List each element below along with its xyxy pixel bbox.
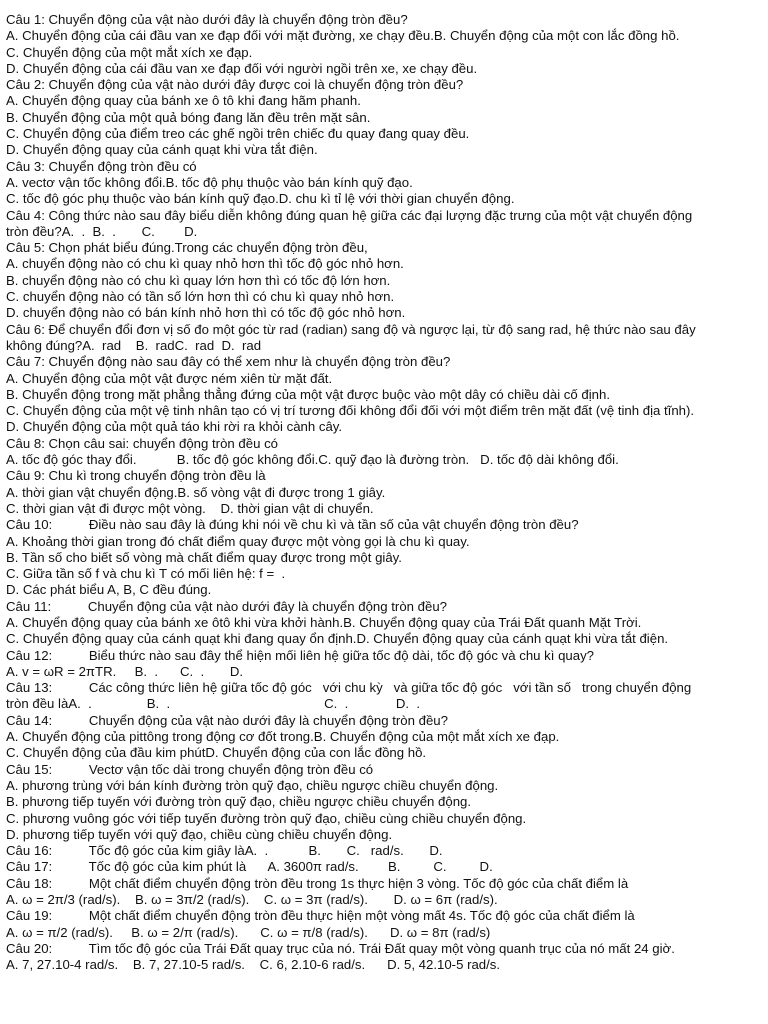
text-line: C. Giữa tần số f và chu kì T có mối liên hệ: f = . (6, 566, 286, 582)
text-line: A. Khoảng thời gian trong đó chất điểm quay được một vòng gọi là chu kì quay. (6, 533, 470, 549)
text-line: Câu 10: Điều nào sau đây là đúng khi nói về chu kì và tần số của vật chuyển động tròn đều? (6, 517, 579, 533)
text-line: B. Chuyển động trong mặt phẳng thẳng đứng của một vật được buộc vào một dây có chiều dài cố định. (6, 386, 610, 402)
text-line: B. Tần số cho biết số vòng mà chất điểm quay được trong một giây. (6, 549, 402, 565)
text-line: A. thời gian vật chuyển động.B. số vòng vật đi được trong 1 giây. (6, 484, 386, 500)
text-line: C. thời gian vật đi được một vòng. D. thời gian vật di chuyển. (6, 500, 374, 516)
text-line: tròn đều?A. . B. . C. D. (6, 223, 198, 239)
text-line: C. tốc độ góc phụ thuộc vào bán kính quỹ đạo.D. chu kì tỉ lệ với thời gian chuyển động. (6, 191, 515, 207)
text-line: A. Chuyển động quay của bánh xe ô tô khi đang hãm phanh. (6, 93, 361, 109)
text-line: A. Chuyển động của pittông trong động cơ đốt trong.B. Chuyển động của một mắt xích xe đạp. (6, 729, 560, 745)
text-line: Câu 7: Chuyển động nào sau đây có thể xem như là chuyển động tròn đều? (6, 354, 451, 370)
text-line: Câu 12: Biểu thức nào sau đây thể hiện mối liên hệ giữa tốc độ dài, tốc độ góc và chu kì quay? (6, 647, 595, 663)
text-line: D. chuyển động nào có bán kính nhỏ hơn thì có tốc độ góc nhỏ hơn. (6, 305, 406, 321)
text-line: A. Chuyển động của cái đầu van xe đạp đối với mặt đường, xe chạy đều.B. Chuyển động của một con lắc đồng hồ. (6, 28, 680, 44)
text-line: Câu 19: Một chất điểm chuyển động tròn đều thực hiện một vòng mất 4s. Tốc độ góc của chất điểm là (6, 908, 635, 924)
text-line: Câu 1: Chuyển động của vật nào dưới đây là chuyển động tròn đều? (6, 12, 408, 27)
text-line: Câu 3: Chuyển động tròn đều có (6, 158, 197, 174)
text-line: D. Chuyển động của cái đầu van xe đạp đối với người ngồi trên xe, xe chạy đều. (6, 60, 478, 76)
text-line: C. Chuyển động của điểm treo các ghế ngồi trên chiếc đu quay đang quay đều. (6, 126, 470, 142)
text-line: tròn đều làA. . B. . C. . D. . (6, 696, 421, 712)
text-line: B. chuyển động nào có chu kì quay lớn hơn thì có tốc độ lớn hơn. (6, 272, 391, 288)
text-line: Câu 4: Công thức nào sau đây biểu diễn không đúng quan hệ giữa các đại lượng đặc trưng của một vật chuyển động (6, 207, 693, 223)
text-line: A. Chuyển động của một vật được ném xiên từ mặt đất. (6, 370, 333, 386)
text-line: Câu 9: Chu kì trong chuyển động tròn đều là (6, 468, 266, 484)
text-line: không đúng?A. rad B. radC. rad D. rad (6, 337, 262, 353)
text-line: Câu 11: Chuyển động của vật nào dưới đây là chuyển động tròn đều? (6, 598, 447, 614)
text-line: D. Chuyển động của một quả táo khi rời ra khỏi cành cây. (6, 419, 343, 435)
text-line: A. 7, 27.10-4 rad/s. B. 7, 27.10-5 rad/s. C. 6, 2.10-6 rad/s. D. 5, 42.10-5 rad/s. (6, 957, 501, 973)
text-line: B. phương tiếp tuyến với đường tròn quỹ đạo, chiều ngược chiều chuyển động. (6, 794, 472, 810)
text-line: D. Chuyển động quay của cánh quạt khi vừa tắt điện. (6, 142, 318, 158)
text-line: Câu 2: Chuyển động của vật nào dưới đây được coi là chuyển động tròn đều? (6, 77, 464, 93)
text-line: B. Chuyển động của một quả bóng đang lăn đều trên mặt sân. (6, 109, 371, 125)
text-line: A. v = ωR = 2πTR. B. . C. . D. (6, 663, 244, 679)
text-line: A. phương trùng với bán kính đường tròn quỹ đạo, chiều ngược chiều chuyển động. (6, 777, 499, 793)
text-line: Câu 17: Tốc độ góc của kim phút là A. 3600π rad/s. B. C. D. (6, 859, 493, 875)
text-line: C. phương vuông góc với tiếp tuyến đường tròn quỹ đạo, chiều cùng chiều chuyển động. (6, 810, 527, 826)
text-line: A. ω = 2π/3 (rad/s). B. ω = 3π/2 (rad/s). C. ω = 3π (rad/s). D. ω = 6π (rad/s). (6, 892, 498, 908)
text-line: C. chuyển động nào có tần số lớn hơn thì có chu kì quay nhỏ hơn. (6, 289, 395, 305)
text-line: A. ω = π/2 (rad/s). B. ω = 2/π (rad/s). C. ω = π/8 (rad/s). D. ω = 8π (rad/s) (6, 924, 491, 940)
text-line: C. Chuyển động quay của cánh quạt khi đang quay ổn định.D. Chuyển động quay của cánh quạt khi vừa tắt điện. (6, 631, 669, 647)
text-line: Câu 15: Vectơ vận tốc dài trong chuyển động tròn đều có (6, 761, 374, 777)
text-line: Câu 8: Chọn câu sai: chuyển động tròn đều có (6, 435, 278, 451)
text-line: C. Chuyển động của đầu kim phútD. Chuyển động của con lắc đồng hồ. (6, 745, 427, 761)
text-line: Câu 16: Tốc độ góc của kim giây làA. . B. C. rad/s. D. (6, 843, 443, 859)
text-line: Câu 6: Để chuyển đổi đơn vị số đo một góc từ rad (radian) sang độ và ngược lại, từ độ sang rad, hệ thức nào sau đây (6, 321, 696, 337)
text-line: A. tốc độ góc thay đổi. B. tốc độ góc không đổi.C. quỹ đạo là đường tròn. D. tốc độ dài không đổi. (6, 452, 619, 468)
text-line: D. Các phát biểu A, B, C đều đúng. (6, 582, 212, 598)
text-line: Câu 5: Chọn phát biểu đúng.Trong các chuyển động tròn đều, (6, 240, 368, 256)
text-line: C. Chuyển động của một mắt xích xe đạp. (6, 44, 253, 60)
text-line: A. chuyển động nào có chu kì quay nhỏ hơn thì tốc độ góc nhỏ hơn. (6, 256, 404, 272)
text-line: A. vectơ vận tốc không đổi.B. tốc độ phụ thuộc vào bán kính quỹ đạo. (6, 174, 413, 190)
text-line: Câu 14: Chuyển động của vật nào dưới đây là chuyển động tròn đều? (6, 712, 448, 728)
text-line: D. phương tiếp tuyến với quỹ đạo, chiều cùng chiều chuyển động. (6, 826, 393, 842)
text-line: Câu 13: Các công thức liên hệ giữa tốc độ góc với chu kỳ và giữa tốc độ góc với tần số trong chuyển động (6, 680, 692, 696)
text-line: Câu 20: Tìm tốc độ góc của Trái Đất quay trục của nó. Trái Đất quay một vòng quanh trục của nó mất 24 giờ. (6, 940, 675, 956)
text-line: Câu 18: Một chất điểm chuyển động tròn đều trong 1s thực hiện 3 vòng. Tốc độ góc của chất điểm là (6, 875, 629, 891)
text-line: A. Chuyển động quay của bánh xe ôtô khi vừa khởi hành.B. Chuyển động quay của Trái Đất quanh Mặt Trời. (6, 614, 642, 630)
text-line: C. Chuyển động của một vệ tinh nhân tạo có vị trí tương đối không đổi đối với một điểm trên mặt đất (vệ tinh địa tĩnh). (6, 403, 695, 419)
